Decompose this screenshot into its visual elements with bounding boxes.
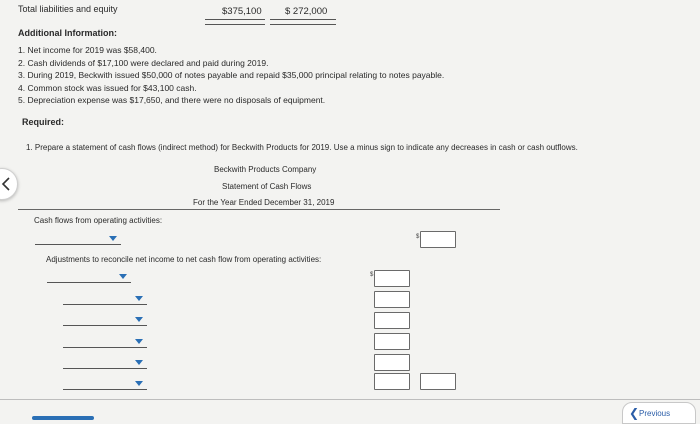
chevron-left-icon: ❮ [629,406,640,420]
adjustment-amount-input[interactable] [374,291,410,308]
double-underline-2019 [205,19,265,25]
adjustment-dropdown[interactable] [63,336,147,348]
dropdown-underline [63,368,147,369]
dropdown-underline [47,282,131,283]
dollar-sign: $ [370,272,374,278]
dropdown-underline [63,389,147,390]
dropdown-caret-icon [109,236,117,241]
adjustment-amount-input[interactable] [374,270,410,287]
adjustment-dropdown[interactable] [63,378,147,390]
adjustments-label: Adjustments to reconcile net income to net cash flow from operating activities: [46,255,322,264]
net-income-dropdown[interactable] [35,233,121,245]
info-item: 4. Common stock was issued for $43,100 cash. [18,82,197,93]
adjustment-amount-input[interactable] [374,333,410,350]
statement-company: Beckwith Products Company [214,165,317,174]
dollar-sign: $ [416,234,420,240]
additional-info-heading: Additional Information: [18,28,117,38]
totals-value-2019: $375,100 [222,6,262,17]
previous-label: Previous [639,409,671,418]
additional-info-list [18,44,444,107]
operating-activities-label: Cash flows from operating activities: [34,216,163,225]
adjustment-dropdown[interactable] [63,314,147,326]
dropdown-underline [35,244,121,245]
back-arrow-button[interactable] [0,168,18,200]
previous-button[interactable] [622,402,696,424]
totals-value-2018: $ 272,000 [285,6,328,17]
adjustment-dropdown[interactable] [63,293,147,305]
adjustment-amount-input[interactable] [374,373,410,390]
adjustments-total-input[interactable] [420,373,456,390]
double-underline-2018 [270,19,336,25]
required-heading: Required: [22,117,65,127]
dropdown-underline [63,304,147,305]
dropdown-caret-icon [135,317,143,322]
statement-title: Statement of Cash Flows [222,182,312,191]
info-item: 5. Depreciation expense was $17,650, and there were no disposals of equipment. [18,95,326,105]
dropdown-caret-icon [135,381,143,386]
info-item: 2. Cash dividends of $17,100 were declared and paid during 2019. [18,57,269,68]
scroll-indicator [32,416,94,420]
net-income-amount-input[interactable] [420,231,456,248]
dropdown-caret-icon [119,274,127,279]
dropdown-caret-icon [135,339,143,344]
dropdown-underline [63,325,147,326]
header-rule [18,209,500,210]
adjustment-amount-input[interactable] [374,354,410,371]
statement-period: For the Year Ended December 31, 2019 [193,198,335,207]
info-item: 3. During 2019, Beckwith issued $50,000 of notes payable and repaid $35,000 principal relating to notes payable. [18,70,445,80]
info-item: 1. Net income for 2019 was $58,400. [18,45,157,55]
dropdown-caret-icon [135,360,143,365]
required-instruction: 1. Prepare a statement of cash flows (indirect method) for Beckwith Products for 2019. Use a minus sign to indicate any decreases in cash or cash outflows. [26,143,578,152]
dropdown-caret-icon [135,296,143,301]
chevron-left-icon [1,177,11,191]
adjustment-dropdown[interactable] [47,271,131,283]
totals-label: Total liabilities and equity [18,4,118,14]
adjustment-dropdown[interactable] [63,357,147,369]
dropdown-underline [63,347,147,348]
section-divider [0,399,700,400]
adjustment-amount-input[interactable] [374,312,410,329]
